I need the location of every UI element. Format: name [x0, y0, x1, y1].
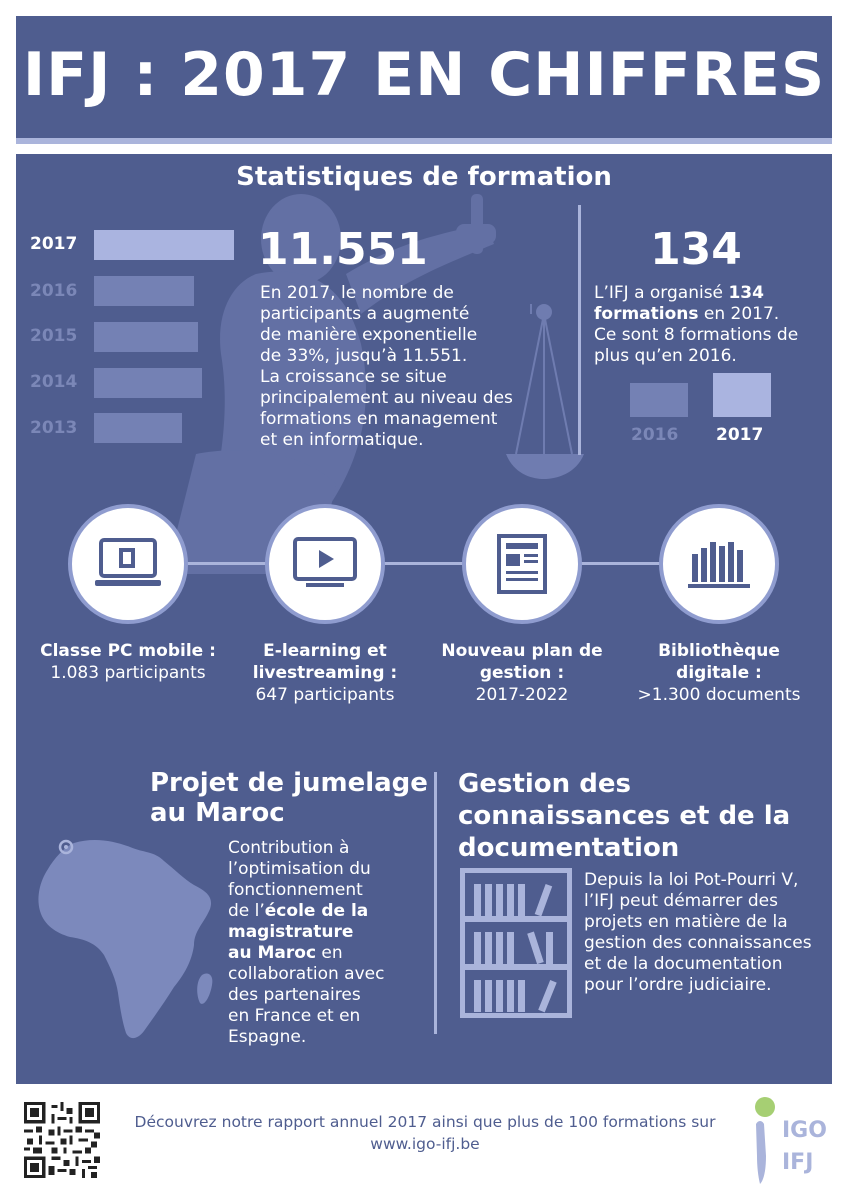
formations-text — [594, 283, 824, 367]
igo-ifj-logo-icon — [748, 1096, 780, 1186]
jumelage-heading-line: Projet de jumelage — [150, 768, 428, 798]
footer-line: Découvrez notre rapport annuel 2017 ainsi que plus de 100 formations sur — [134, 1113, 716, 1131]
feature-title: Bibliothèque — [658, 641, 780, 661]
feature-value: 2017-2022 — [475, 685, 569, 705]
feature-title: Classe PC mobile : — [40, 641, 216, 661]
footer-text — [120, 1111, 730, 1155]
laptop-icon — [93, 536, 163, 592]
jumelage-text-fragment: en — [316, 943, 343, 963]
jumelage-heading — [150, 768, 430, 828]
formations-text-bold: formations — [594, 304, 699, 324]
gestion-text-line: l’IFJ peut démarrer des — [584, 891, 778, 911]
logo-text-ifj: IFJ — [782, 1150, 814, 1175]
africa-map-icon — [34, 835, 224, 1045]
formations-text-line: Ce sont 8 formations de — [594, 325, 799, 345]
feature-circle-plan-gestion — [462, 504, 582, 624]
jumelage-text-line — [228, 901, 428, 922]
feature-title: E-learning et — [263, 641, 387, 661]
participants-text-line: participants a augmenté — [260, 304, 470, 324]
jumelage-text-bold: au Maroc — [228, 943, 317, 963]
gestion-heading — [458, 768, 828, 864]
logo-text — [782, 1118, 827, 1176]
year-bar-2016 — [94, 276, 194, 306]
jumelage-text-line: Espagne. — [228, 1027, 307, 1047]
formations-text-line — [594, 283, 824, 304]
year-label-2016: 2016 — [30, 281, 78, 301]
formations-text-fragment: en 2017. — [698, 304, 780, 324]
gestion-text-line: pour l’ordre judiciaire. — [584, 975, 772, 995]
feature-circle-bibliotheque — [659, 504, 779, 624]
header-stripe — [16, 138, 832, 144]
participants-text-line: de 33%, jusqu’à 11.551. — [260, 346, 468, 366]
video-play-icon — [292, 536, 358, 592]
jumelage-text-bold: magistrature — [228, 922, 354, 942]
feature-caption-plan-gestion — [427, 640, 617, 706]
jumelage-text-line — [228, 922, 428, 943]
gestion-heading-line: connaissances et de la — [458, 801, 791, 831]
jumelage-text-line: l’optimisation du — [228, 859, 371, 879]
feature-caption-elearning — [230, 640, 420, 706]
jumelage-text-bold: école de la — [264, 901, 369, 921]
footer-link[interactable]: www.igo-ifj.be — [370, 1135, 480, 1153]
formations-bar-label-2016: 2016 — [631, 425, 679, 445]
participants-text-line: formations en management — [260, 409, 498, 429]
gestion-heading-line: documentation — [458, 833, 680, 863]
participants-text — [260, 283, 540, 451]
feature-circle-classe-pc — [68, 504, 188, 624]
gestion-text-line: et de la documentation — [584, 954, 783, 974]
jumelage-text-line — [228, 943, 428, 964]
jumelage-text-line: Contribution à — [228, 838, 350, 858]
year-bar-2017 — [94, 230, 234, 260]
qr-code-icon[interactable] — [24, 1102, 100, 1178]
feature-connector-line — [130, 562, 730, 565]
logo-text-igo: IGO — [782, 1118, 827, 1143]
document-icon — [496, 533, 548, 595]
jumelage-text-line: collaboration avec — [228, 964, 385, 984]
formations-number: 134 — [650, 224, 742, 275]
participants-text-line: et en informatique. — [260, 430, 424, 450]
stats-heading: Statistiques de formation — [236, 162, 612, 192]
jumelage-text-line: fonctionnement — [228, 880, 363, 900]
formations-bar-2017 — [713, 373, 771, 417]
year-label-2015: 2015 — [30, 326, 78, 346]
library-icon — [686, 538, 752, 590]
year-bar-2015 — [94, 322, 198, 352]
participants-text-line: de manière exponentielle — [260, 325, 478, 345]
feature-title: Nouveau plan de — [441, 641, 603, 661]
formations-bar-2016 — [630, 383, 688, 417]
feature-value: 647 participants — [255, 685, 395, 705]
formations-text-line — [594, 304, 824, 325]
participants-number: 11.551 — [258, 224, 428, 275]
bottom-divider — [434, 772, 437, 1034]
feature-caption-classe-pc — [33, 640, 223, 684]
gestion-text-line: Depuis la loi Pot-Pourri V, — [584, 870, 799, 890]
jumelage-text-line: des partenaires — [228, 985, 361, 1005]
gestion-text-line: projets en matière de la — [584, 912, 788, 932]
year-label-2013: 2013 — [30, 418, 78, 438]
feature-value: 1.083 participants — [50, 663, 206, 683]
participants-text-line: La croissance se situe — [260, 367, 447, 387]
feature-value: >1.300 documents — [637, 685, 801, 705]
feature-circle-elearning — [265, 504, 385, 624]
formations-text-bold: 134 — [728, 283, 764, 303]
feature-title: digitale : — [676, 663, 762, 683]
formations-text-fragment: L’IFJ a organisé — [594, 283, 729, 303]
stats-divider — [578, 205, 581, 455]
feature-caption-bibliotheque — [624, 640, 814, 706]
year-bar-2014 — [94, 368, 202, 398]
bookshelf-icon — [460, 868, 572, 1018]
participants-text-line: En 2017, le nombre de — [260, 283, 454, 303]
feature-title: livestreaming : — [252, 663, 398, 683]
jumelage-text — [228, 838, 428, 1048]
year-bar-2013 — [94, 413, 182, 443]
formations-text-line: plus qu’en 2016. — [594, 346, 737, 366]
feature-title: gestion : — [479, 663, 565, 683]
jumelage-heading-line: au Maroc — [150, 798, 285, 828]
year-label-2014: 2014 — [30, 372, 78, 392]
gestion-text — [584, 870, 824, 996]
year-label-2017: 2017 — [30, 234, 78, 254]
jumelage-text-fragment: de l’ — [228, 901, 265, 921]
gestion-heading-line: Gestion des — [458, 769, 631, 799]
formations-bar-label-2017: 2017 — [716, 425, 764, 445]
gestion-text-line: gestion des connaissances — [584, 933, 812, 953]
participants-text-line: principalement au niveau des — [260, 388, 513, 408]
page-title: IFJ : 2017 EN CHIFFRES — [22, 40, 826, 110]
jumelage-text-line: en France et en — [228, 1006, 361, 1026]
